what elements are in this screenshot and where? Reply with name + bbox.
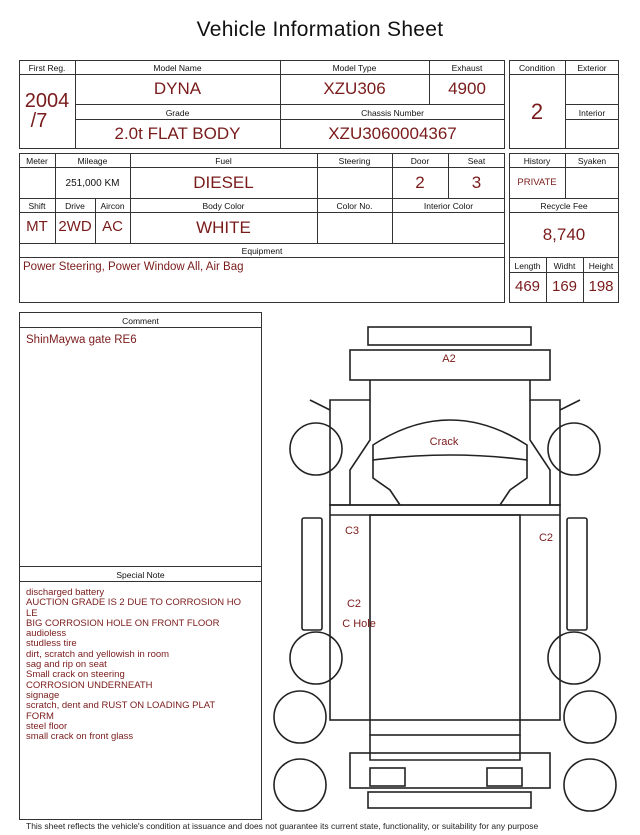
shift-value: MT bbox=[26, 218, 48, 235]
special-note-line: steel floor bbox=[26, 720, 68, 732]
mark-c-hole: C Hole bbox=[342, 618, 376, 630]
door-label: Door bbox=[410, 156, 430, 166]
disclaimer-footer: This sheet reflects the vehicle's condition at issuance and does not guarantee its current state, functionality, or suitability for any purpose bbox=[26, 821, 539, 831]
special-note-line: Small crack on steering bbox=[26, 669, 125, 681]
color-no-label: Color No. bbox=[336, 201, 373, 211]
mark-crack: Crack bbox=[429, 436, 459, 448]
meter-label: Meter bbox=[26, 156, 48, 166]
special-note-line: scratch, dent and RUST ON LOADING PLAT bbox=[26, 700, 216, 712]
recycle-fee-label: Recycle Fee bbox=[540, 201, 588, 211]
first-reg-month: /7 bbox=[30, 110, 48, 132]
drive-label: Drive bbox=[65, 201, 85, 211]
condition-value: 2 bbox=[530, 99, 544, 124]
height-value: 198 bbox=[588, 278, 614, 295]
syaken-label: Syaken bbox=[577, 156, 607, 166]
width-value: 169 bbox=[551, 278, 578, 295]
grade-value: 2.0t FLAT BODY bbox=[114, 124, 241, 143]
width-label: Widht bbox=[553, 261, 576, 271]
recycle-fee-value: 8,740 bbox=[542, 225, 586, 244]
special-note-line: studless tire bbox=[26, 638, 77, 650]
body-color-value: WHITE bbox=[196, 218, 251, 237]
special-note-label: Special Note bbox=[116, 570, 165, 580]
equipment-value: Power Steering, Power Window All, Air Bag bbox=[23, 261, 244, 273]
exhaust-label: Exhaust bbox=[451, 63, 483, 73]
truck-damage-diagram bbox=[270, 315, 630, 820]
door-value: 2 bbox=[415, 173, 425, 192]
special-note-line: audioless bbox=[26, 628, 67, 640]
comment-label: Comment bbox=[122, 316, 159, 326]
equipment-label: Equipment bbox=[241, 246, 283, 256]
special-note-line: FORM bbox=[26, 710, 54, 722]
special-note-line: AUCTION GRADE IS 2 DUE TO CORROSION HO bbox=[26, 597, 242, 609]
special-note-list bbox=[26, 588, 258, 742]
exterior-label: Exterior bbox=[577, 63, 607, 73]
first-reg-year: 2004 bbox=[24, 90, 70, 112]
exhaust-value: 4900 bbox=[448, 79, 486, 98]
first-reg-label: First Reg. bbox=[28, 63, 66, 73]
history-value: PRIVATE bbox=[517, 177, 557, 188]
mark-c2-left: C2 bbox=[346, 598, 362, 610]
fuel-value: DIESEL bbox=[193, 173, 254, 192]
special-note-line: dirt, scratch and yellowish in room bbox=[26, 648, 170, 660]
fuel-label: Fuel bbox=[215, 156, 232, 166]
sheet-title: Vehicle Information Sheet bbox=[196, 18, 444, 41]
special-note-line: signage bbox=[26, 689, 60, 701]
seat-label: Seat bbox=[467, 156, 486, 166]
aircon-value: AC bbox=[102, 218, 123, 235]
history-label: History bbox=[523, 156, 551, 166]
mark-c2-right: C2 bbox=[538, 532, 554, 544]
grade-label: Grade bbox=[165, 108, 190, 118]
seat-value: 3 bbox=[471, 173, 482, 192]
model-name-value: DYNA bbox=[153, 79, 202, 98]
model-type-label: Model Type bbox=[332, 63, 377, 73]
interior-color-label: Interior Color bbox=[423, 201, 474, 211]
length-value: 469 bbox=[514, 278, 541, 295]
model-type-value: XZU306 bbox=[323, 79, 386, 98]
mileage-value: 251,000 KM bbox=[65, 178, 120, 189]
special-note-line: LE bbox=[26, 607, 38, 619]
mileage-label: Mileage bbox=[77, 156, 108, 166]
mark-c3: C3 bbox=[344, 525, 360, 537]
mark-a2: A2 bbox=[442, 353, 456, 365]
height-label: Height bbox=[588, 261, 614, 271]
special-note-line: sag and rip on seat bbox=[26, 659, 107, 671]
chassis-value: XZU3060004367 bbox=[328, 124, 457, 143]
model-name-label: Model Name bbox=[153, 63, 202, 73]
shift-label: Shift bbox=[28, 201, 46, 211]
aircon-label: Aircon bbox=[100, 201, 125, 211]
steering-label: Steering bbox=[338, 156, 371, 166]
comment-text: ShinMaywa gate RE6 bbox=[26, 334, 137, 346]
special-note-line: discharged battery bbox=[26, 587, 105, 598]
special-note-line: small crack on front glass bbox=[26, 731, 134, 743]
drive-value: 2WD bbox=[58, 218, 92, 235]
condition-label: Condition bbox=[519, 63, 555, 73]
chassis-label: Chassis Number bbox=[361, 108, 424, 118]
special-note-line: CORROSION UNDERNEATH bbox=[26, 679, 153, 691]
interior-label: Interior bbox=[578, 108, 606, 118]
length-label: Length bbox=[514, 261, 541, 271]
body-color-label: Body Color bbox=[202, 201, 245, 211]
special-note-line: BIG CORROSION HOLE ON FRONT FLOOR bbox=[26, 617, 220, 629]
